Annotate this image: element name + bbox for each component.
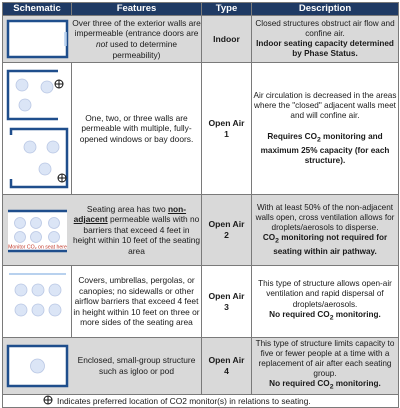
header-row [3,3,399,16]
schematic-indoor [3,16,72,63]
features-indoor: Over three of the exterior walls are impermeable (entrance doors are not used to determine permeability) [72,16,202,63]
legend-cell [3,395,399,408]
ventilation-classification-table [2,2,399,408]
open-air-4-schematic-drawing [3,338,72,394]
schematic-open-air-1 [3,63,72,195]
type-open-air-2: Open Air 2 [202,195,252,266]
open-air-1-schematic-drawing [3,63,72,194]
crosshair-monitor-icon [43,395,53,405]
row-open-air-4 [3,338,399,395]
schematic-open-air-4 [3,338,72,395]
description-open-air-4: This type of structure limits capacity to five or fewer people at a time with a replacement of air after each seating group. No required $CO_2$ monitoring. [252,338,399,395]
schematic-open-air-3 [3,266,72,338]
indoor-schematic-drawing [3,16,72,62]
crosshair-monitor-icon [58,174,66,182]
type-indoor: Indoor [202,16,252,63]
type-open-air-1: Open Air 1 [202,63,252,195]
description-indoor: Closed structures obstruct air flow and confine air. Indoor seating capacity determined by Phase Status. [252,16,399,63]
header-schematic: Schematic [3,3,72,16]
features-open-air-1: One, two, or three walls are permeable with multiple, fully-opened windows or bay doors. [72,63,202,195]
features-open-air-3: Covers, umbrellas, pergolas, or canopies; no sidewalls or other airflow barriers that exceed 4 feet in height within 10 feet on three or more sides of the seating area [72,266,202,338]
type-open-air-4: Open Air 4 [202,338,252,395]
type-open-air-3: Open Air 3 [202,266,252,338]
crosshair-monitor-icon [55,80,63,88]
header-type: Type [202,3,252,16]
header-features: Features [72,3,202,16]
header-description: Description [252,3,399,16]
features-open-air-2: Seating area has two non-adjacent permeable walls with no barriers that exceed 4 feet in height within 10 feet of the seating area [72,195,202,266]
schematic-open-air-2 [3,195,72,266]
monitor-seat-label: Monitor CO₂ on seat here [8,244,67,251]
description-open-air-2: With at least 50% of the non-adjacent walls open, cross ventilation allows for droplets/aerosols to disperse. $CO_2$ monitoring not required for seating within air pathway. [252,195,399,266]
row-indoor [3,16,399,63]
open-air-2-schematic-drawing [3,195,72,265]
description-open-air-3: This type of structure allows open-air ventilation and rapid dispersal of droplets/aerosols. No required $CO_2$ monitoring. [252,266,399,338]
open-air-3-schematic-drawing [3,266,72,337]
row-open-air-1 [3,63,399,195]
row-open-air-3 [3,266,399,338]
row-open-air-2 [3,195,399,266]
description-open-air-1: Air circulation is decreased in the areas where the "closed" adjacent walls meet and will confine air. Requires $CO_2$ monitoring and maximum 25% capacity (for each structure). [252,63,399,195]
features-open-air-4: Enclosed, small-group structure such as igloo or pod [72,338,202,395]
legend-row [3,395,399,408]
legend-text: Indicates preferred location of CO2 monitor(s) in relations to seating. [57,396,311,406]
